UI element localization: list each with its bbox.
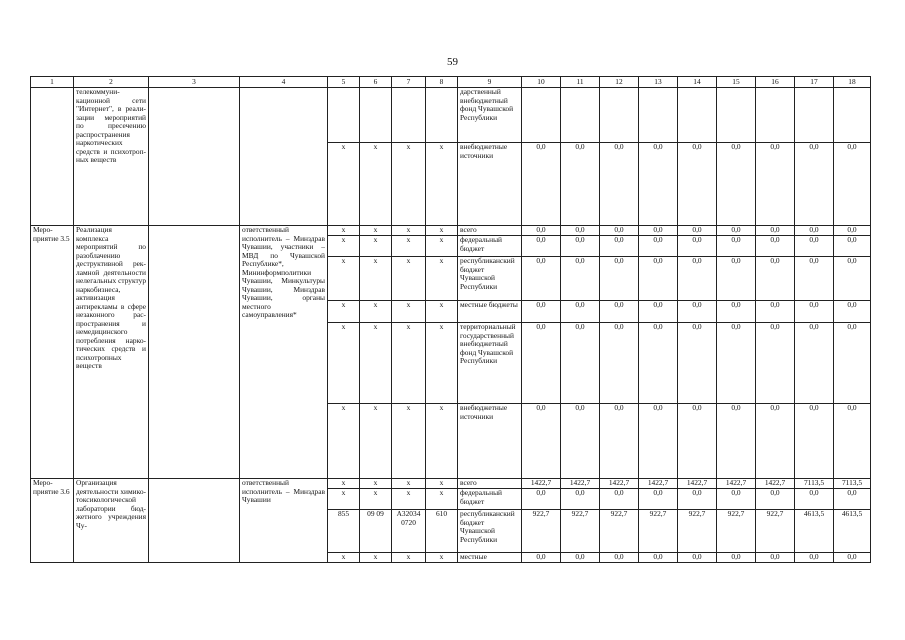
value-cell: 0,0 <box>717 257 756 301</box>
value-cell: 0,0 <box>834 301 871 323</box>
value-cell: 1422,7 <box>600 479 639 489</box>
value-cell: 1422,7 <box>678 479 717 489</box>
cell: x <box>328 226 360 236</box>
col-header: 2 <box>74 77 149 88</box>
event-description: Реализация комплекса мероприятий по разоблачению деструктивной рекламной деятельности нелегальных структур наркобизнеса, активизация антирекламы в сфере незаконного распространения и немедицинского потребления наркотических средств и психотропных веществ <box>74 226 149 479</box>
value-cell: 0,0 <box>522 236 561 257</box>
value-cell: 4613,5 <box>834 510 871 553</box>
table-row <box>31 88 871 143</box>
cell: А32034 0720 <box>392 510 426 553</box>
cell: x <box>392 143 426 226</box>
col-header: 13 <box>639 77 678 88</box>
value-cell: 0,0 <box>522 323 561 404</box>
cell: x <box>426 257 458 301</box>
value-cell: 0,0 <box>756 143 795 226</box>
funding-source: внебюджетные источники <box>458 143 522 226</box>
cell: x <box>426 143 458 226</box>
funding-source: внебюджетные источники <box>458 404 522 479</box>
value-cell: 0,0 <box>561 301 600 323</box>
responsible-party: ответственный исполнитель – Минздрав Чувашии, участники – МВД по Чувашской Республике*, Мининформполитики Чувашии, Минкультуры Чувашии, Минздрав Чувашии, органы местного самоуправления* <box>240 226 328 479</box>
cell: 855 <box>328 510 360 553</box>
value-cell: 0,0 <box>834 404 871 479</box>
value-cell: 0,0 <box>795 553 834 563</box>
cell <box>240 88 328 226</box>
cell: x <box>328 236 360 257</box>
col-header: 9 <box>458 77 522 88</box>
col-header: 3 <box>149 77 240 88</box>
cell: x <box>328 257 360 301</box>
col-header: 5 <box>328 77 360 88</box>
cell <box>834 88 871 143</box>
col-header: 15 <box>717 77 756 88</box>
cell <box>426 88 458 143</box>
value-cell: 0,0 <box>834 143 871 226</box>
cell: x <box>328 143 360 226</box>
value-cell: 0,0 <box>795 143 834 226</box>
cell <box>795 88 834 143</box>
value-cell: 0,0 <box>600 226 639 236</box>
value-cell: 0,0 <box>717 236 756 257</box>
value-cell: 0,0 <box>639 301 678 323</box>
event-description: телекоммуникационной сети "Интернет", в реализации мероприятий по пресечению распространения наркотических средств и психотропных веществ <box>74 88 149 226</box>
value-cell: 922,7 <box>639 510 678 553</box>
col-header: 17 <box>795 77 834 88</box>
value-cell: 0,0 <box>717 553 756 563</box>
value-cell: 0,0 <box>795 489 834 510</box>
cell: x <box>360 301 392 323</box>
funding-source: дарственный внебюджетный фонд Чувашской Республики <box>458 88 522 143</box>
value-cell: 0,0 <box>561 553 600 563</box>
cell <box>360 88 392 143</box>
cell: x <box>360 226 392 236</box>
cell: x <box>426 489 458 510</box>
value-cell: 922,7 <box>600 510 639 553</box>
value-cell: 0,0 <box>600 236 639 257</box>
value-cell: 0,0 <box>522 489 561 510</box>
cell: x <box>426 479 458 489</box>
table-row <box>31 226 871 236</box>
cell: x <box>360 236 392 257</box>
event-description: Организация деятельности химико-токсикологической лаборатории бюджетного учреждения Чу- <box>74 479 149 563</box>
value-cell: 0,0 <box>639 553 678 563</box>
value-cell: 0,0 <box>561 489 600 510</box>
cell: x <box>392 257 426 301</box>
value-cell: 0,0 <box>639 489 678 510</box>
cell <box>31 88 74 226</box>
value-cell: 0,0 <box>561 143 600 226</box>
value-cell: 4613,5 <box>795 510 834 553</box>
value-cell: 0,0 <box>678 236 717 257</box>
value-cell: 0,0 <box>834 226 871 236</box>
cell: x <box>360 404 392 479</box>
value-cell: 0,0 <box>522 553 561 563</box>
col-header: 1 <box>31 77 74 88</box>
col-header: 7 <box>392 77 426 88</box>
value-cell: 922,7 <box>717 510 756 553</box>
value-cell: 0,0 <box>561 323 600 404</box>
cell: x <box>360 489 392 510</box>
value-cell: 0,0 <box>522 143 561 226</box>
value-cell: 0,0 <box>678 301 717 323</box>
value-cell: 0,0 <box>756 236 795 257</box>
value-cell: 0,0 <box>639 226 678 236</box>
cell: x <box>360 553 392 563</box>
value-cell: 0,0 <box>639 143 678 226</box>
cell <box>392 88 426 143</box>
value-cell: 922,7 <box>756 510 795 553</box>
value-cell: 0,0 <box>756 404 795 479</box>
col-header: 11 <box>561 77 600 88</box>
cell: 09 09 <box>360 510 392 553</box>
value-cell: 0,0 <box>639 257 678 301</box>
col-header: 18 <box>834 77 871 88</box>
cell <box>561 88 600 143</box>
cell: x <box>426 226 458 236</box>
col-header: 16 <box>756 77 795 88</box>
header-row <box>31 77 871 88</box>
value-cell: 0,0 <box>678 489 717 510</box>
value-cell: 0,0 <box>600 489 639 510</box>
cell: x <box>328 323 360 404</box>
funding-source: республиканский бюджет Чувашской Республики <box>458 510 522 553</box>
value-cell: 0,0 <box>522 404 561 479</box>
value-cell: 0,0 <box>756 553 795 563</box>
value-cell: 0,0 <box>834 553 871 563</box>
value-cell: 1422,7 <box>756 479 795 489</box>
value-cell: 0,0 <box>834 489 871 510</box>
cell <box>149 479 240 563</box>
value-cell: 0,0 <box>795 257 834 301</box>
value-cell: 0,0 <box>717 226 756 236</box>
cell: x <box>426 404 458 479</box>
col-header: 14 <box>678 77 717 88</box>
value-cell: 0,0 <box>522 226 561 236</box>
funding-source: местные бюджеты <box>458 301 522 323</box>
value-cell: 0,0 <box>795 226 834 236</box>
cell: x <box>392 489 426 510</box>
col-header: 4 <box>240 77 328 88</box>
value-cell: 0,0 <box>717 143 756 226</box>
value-cell: 0,0 <box>561 404 600 479</box>
cell: x <box>392 236 426 257</box>
cell <box>678 88 717 143</box>
funding-source: федеральный бюджет <box>458 236 522 257</box>
cell: 610 <box>426 510 458 553</box>
value-cell: 0,0 <box>678 226 717 236</box>
value-cell: 0,0 <box>561 226 600 236</box>
value-cell: 1422,7 <box>522 479 561 489</box>
cell: x <box>328 553 360 563</box>
value-cell: 0,0 <box>639 323 678 404</box>
cell: x <box>426 323 458 404</box>
cell: x <box>392 404 426 479</box>
value-cell: 0,0 <box>756 489 795 510</box>
value-cell: 922,7 <box>522 510 561 553</box>
col-header: 6 <box>360 77 392 88</box>
value-cell: 0,0 <box>522 301 561 323</box>
value-cell: 7113,5 <box>834 479 871 489</box>
value-cell: 0,0 <box>834 236 871 257</box>
value-cell: 0,0 <box>717 489 756 510</box>
page-number: 59 <box>447 56 458 68</box>
cell: x <box>328 301 360 323</box>
value-cell: 0,0 <box>678 404 717 479</box>
value-cell: 1422,7 <box>639 479 678 489</box>
cell: x <box>426 236 458 257</box>
cell: x <box>360 143 392 226</box>
cell: x <box>426 301 458 323</box>
value-cell: 922,7 <box>561 510 600 553</box>
value-cell: 0,0 <box>795 323 834 404</box>
value-cell: 0,0 <box>639 404 678 479</box>
funding-source: федеральный бюджет <box>458 489 522 510</box>
cell: x <box>328 489 360 510</box>
cell: x <box>392 226 426 236</box>
value-cell: 0,0 <box>600 257 639 301</box>
event-number: Мероприятие 3.6 <box>31 479 74 563</box>
cell <box>639 88 678 143</box>
value-cell: 1422,7 <box>717 479 756 489</box>
cell <box>717 88 756 143</box>
cell <box>149 88 240 226</box>
cell <box>756 88 795 143</box>
table-row <box>31 479 871 489</box>
value-cell: 0,0 <box>600 143 639 226</box>
value-cell: 0,0 <box>717 323 756 404</box>
cell <box>149 226 240 479</box>
budget-table <box>30 76 871 563</box>
value-cell: 0,0 <box>600 301 639 323</box>
value-cell: 0,0 <box>678 553 717 563</box>
value-cell: 0,0 <box>561 236 600 257</box>
cell: x <box>392 323 426 404</box>
value-cell: 0,0 <box>600 553 639 563</box>
value-cell: 0,0 <box>717 301 756 323</box>
value-cell: 7113,5 <box>795 479 834 489</box>
funding-source: республиканский бюджет Чувашской Республики <box>458 257 522 301</box>
value-cell: 0,0 <box>795 236 834 257</box>
cell <box>328 88 360 143</box>
cell: x <box>328 479 360 489</box>
cell <box>600 88 639 143</box>
funding-source: территориальный государственный внебюджетный фонд Чувашской Республики <box>458 323 522 404</box>
value-cell: 0,0 <box>678 143 717 226</box>
value-cell: 0,0 <box>600 323 639 404</box>
value-cell: 0,0 <box>795 301 834 323</box>
cell: x <box>328 404 360 479</box>
value-cell: 0,0 <box>600 404 639 479</box>
cell: x <box>360 479 392 489</box>
col-header: 8 <box>426 77 458 88</box>
value-cell: 0,0 <box>561 257 600 301</box>
col-header: 10 <box>522 77 561 88</box>
value-cell: 0,0 <box>834 323 871 404</box>
funding-source: всего <box>458 226 522 236</box>
funding-source: местные <box>458 553 522 563</box>
value-cell: 1422,7 <box>561 479 600 489</box>
value-cell: 0,0 <box>756 226 795 236</box>
cell: x <box>392 479 426 489</box>
value-cell: 922,7 <box>678 510 717 553</box>
cell: x <box>426 553 458 563</box>
responsible-party: ответственный исполнитель – Минздрав Чувашии <box>240 479 328 563</box>
value-cell: 0,0 <box>678 323 717 404</box>
value-cell: 0,0 <box>639 236 678 257</box>
cell: x <box>360 323 392 404</box>
value-cell: 0,0 <box>756 301 795 323</box>
value-cell: 0,0 <box>717 404 756 479</box>
cell: x <box>392 553 426 563</box>
event-number: Мероприятие 3.5 <box>31 226 74 479</box>
value-cell: 0,0 <box>795 404 834 479</box>
cell <box>522 88 561 143</box>
value-cell: 0,0 <box>522 257 561 301</box>
value-cell: 0,0 <box>756 257 795 301</box>
value-cell: 0,0 <box>834 257 871 301</box>
funding-source: всего <box>458 479 522 489</box>
cell: x <box>360 257 392 301</box>
col-header: 12 <box>600 77 639 88</box>
value-cell: 0,0 <box>678 257 717 301</box>
value-cell: 0,0 <box>756 323 795 404</box>
cell: x <box>392 301 426 323</box>
